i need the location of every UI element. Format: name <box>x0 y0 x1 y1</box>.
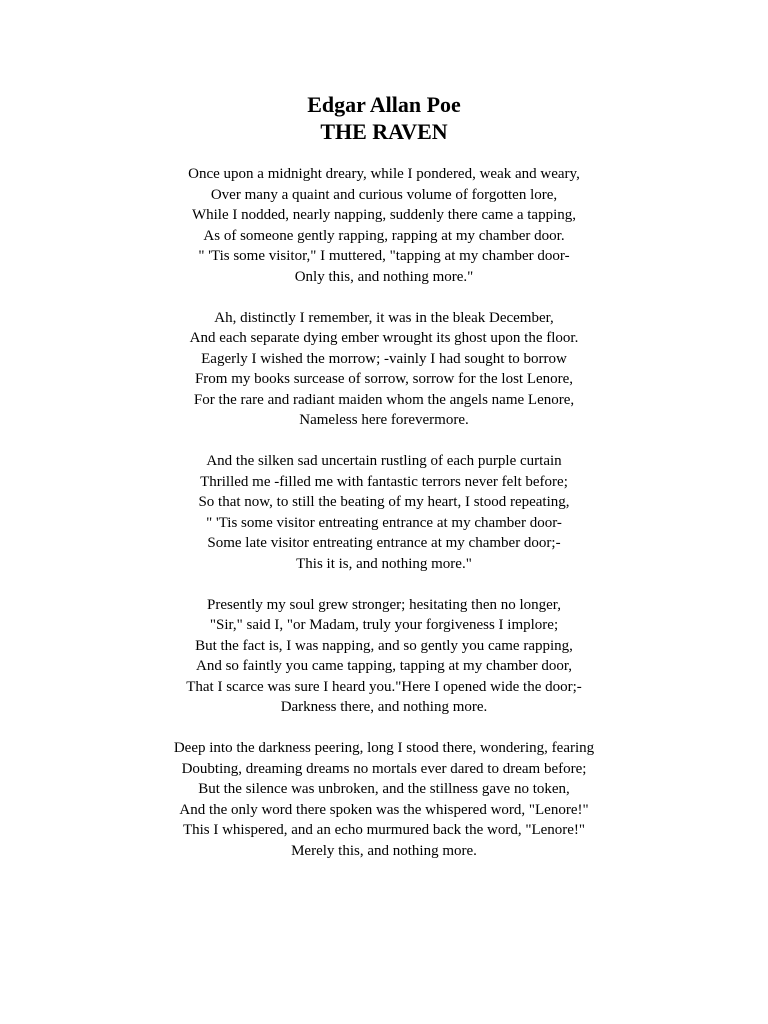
poem-line: Eagerly I wished the morrow; -vainly I had sought to borrow <box>201 350 567 367</box>
stanza-4 <box>0 595 768 718</box>
poem-line: This I whispered, and an echo murmured back the word, "Lenore!" <box>182 822 586 838</box>
poem-line: Over many a quaint and curious volume of forgotten lore, <box>210 186 558 203</box>
poem-line: Only this, and nothing more." <box>294 268 474 285</box>
poem-line: And the silken sad uncertain rustling of each purple curtain <box>206 453 562 469</box>
poem-line: " 'Tis some visitor entreating entrance at my chamber door- <box>206 514 562 531</box>
poem-line: So that now, to still the beating of my heart, I stood repeating, <box>198 494 570 510</box>
poem-line: And so faintly you came tapping, tapping at my chamber door, <box>196 658 572 674</box>
stanza-2 <box>0 308 768 431</box>
poem-line: And the only word there spoken was the whispered word, "Lenore!" <box>179 801 589 818</box>
poem-line: Darkness there, and nothing more. <box>280 699 488 715</box>
poem-line: Nameless here forevermore. <box>299 412 469 428</box>
poem-line: Some late visitor entreating entrance at my chamber door;- <box>207 535 561 551</box>
poem-line: While I nodded, nearly napping, suddenly there came a tapping, <box>191 207 577 223</box>
stanza-1 <box>0 164 768 287</box>
poem-line: From my books surcease of sorrow, sorrow for the lost Lenore, <box>194 371 574 387</box>
poem-line: Merely this, and nothing more. <box>291 842 477 859</box>
author-name: Edgar Allan Poe <box>307 92 461 117</box>
poem-line: And each separate dying ember wrought its ghost upon the floor. <box>189 330 579 346</box>
poem-line: Doubting, dreaming dreams no mortals ever dared to dream before; <box>181 760 587 777</box>
poem-line: Deep into the darkness peering, long I stood there, wondering, fearing <box>173 740 595 756</box>
poem-line: " 'Tis some visitor," I muttered, "tapping at my chamber door- <box>198 248 570 264</box>
poem-line: That I scarce was sure I heard you."Here I opened wide the door;- <box>186 678 582 695</box>
poem-line: Thrilled me -filled me with fantastic terrors never felt before; <box>200 473 568 490</box>
poem-line: "Sir," said I, "or Madam, truly your forgiveness I implore; <box>209 617 559 633</box>
poem-line: But the silence was unbroken, and the stillness gave no token, <box>198 781 570 797</box>
poem-line: This it is, and nothing more." <box>296 555 472 572</box>
stanza-3 <box>0 451 768 574</box>
poem-line: But the fact is, I was napping, and so gently you came rapping, <box>195 637 573 654</box>
poem-line: As of someone gently rapping, rapping at my chamber door. <box>203 227 565 244</box>
poem-body <box>0 164 768 882</box>
poem-line: Once upon a midnight dreary, while I pondered, weak and weary, <box>188 166 580 182</box>
poem-title: THE RAVEN <box>320 119 448 144</box>
poem-line: Ah, distinctly I remember, it was in the bleak December, <box>214 309 554 326</box>
stanza-5 <box>0 738 768 861</box>
poem-line: Presently my soul grew stronger; hesitating then no longer, <box>207 596 561 613</box>
document-header <box>0 91 768 145</box>
poem-line: For the rare and radiant maiden whom the angels name Lenore, <box>193 391 575 408</box>
